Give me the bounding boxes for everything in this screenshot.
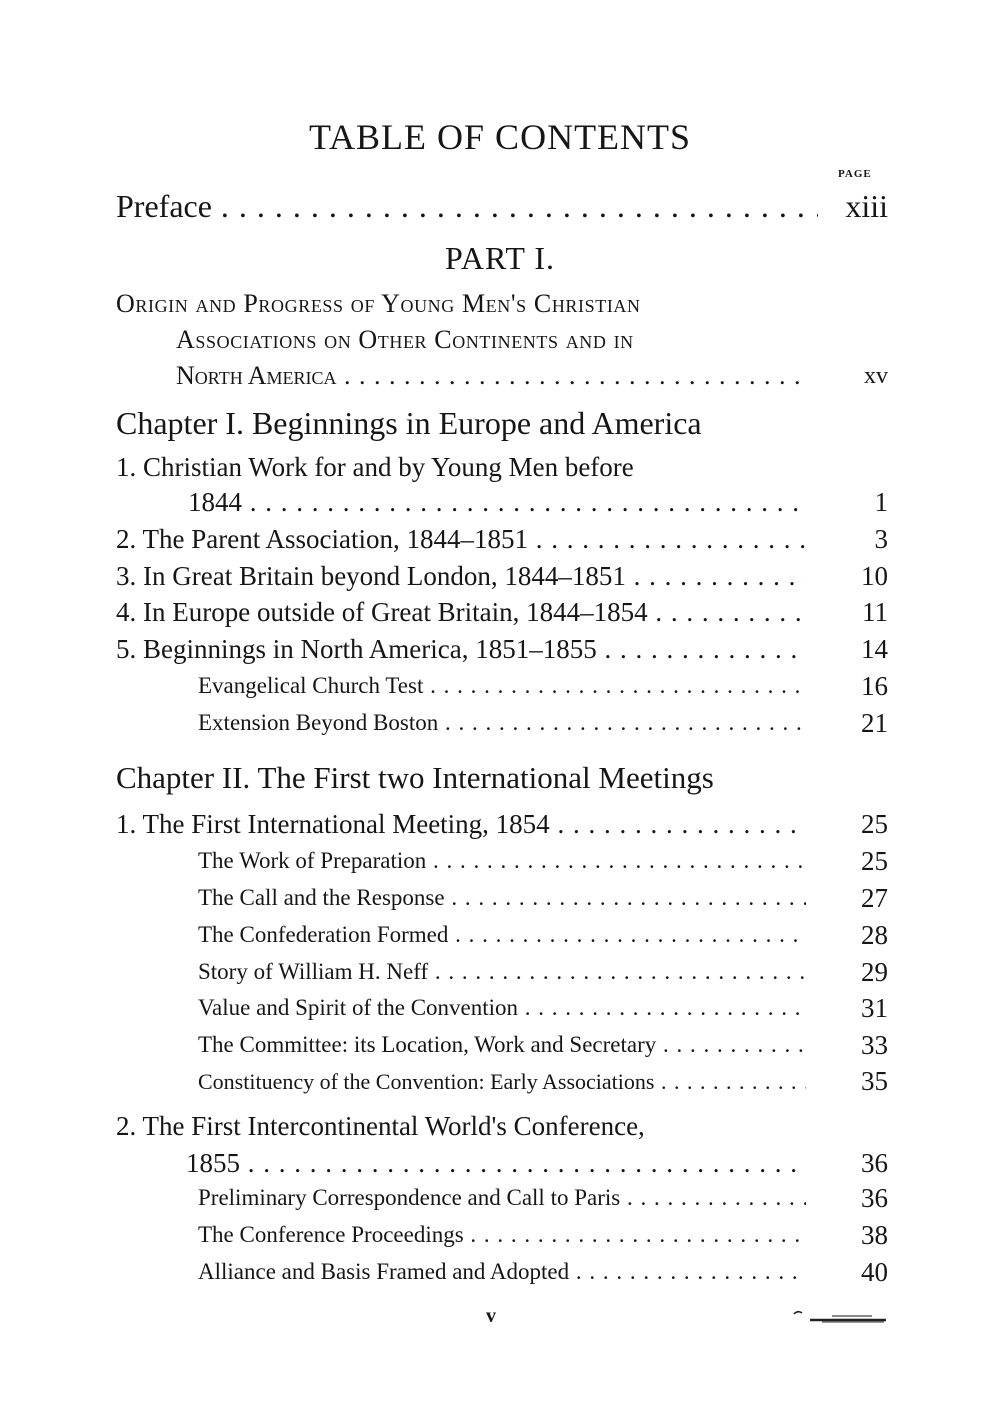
entry-page: xiii [845, 188, 888, 224]
chapter-2-heading: Chapter II. The First two International Meetings [116, 760, 714, 795]
ink-smudge-mark [792, 1308, 888, 1324]
page-title: TABLE OF CONTENTS [308, 117, 692, 157]
toc-entry-1-1-line-1: 1. Christian Work for and by Young Men before [116, 452, 634, 482]
entry-page: 40 [861, 1257, 888, 1287]
toc-entry-2-1-c [198, 922, 888, 962]
entry-label: The Work of Preparation [198, 848, 427, 873]
entry-label: 1844 [188, 487, 242, 517]
entry-page: 21 [861, 708, 888, 738]
toc-entry-2-2-b [198, 1222, 888, 1262]
entry-label: 1855 [186, 1148, 240, 1178]
toc-entry-2-2-line-1: 2. The First Intercontinental World's Conference, [116, 1111, 645, 1141]
toc-entry-2-1-f [198, 1032, 888, 1072]
entry-page: 11 [862, 597, 888, 627]
entry-label: North America [176, 361, 337, 390]
toc-entry-2-2 [186, 1148, 888, 1188]
entry-page: 35 [861, 1066, 888, 1096]
entry-label: The Call and the Response [198, 885, 445, 910]
entry-label: 2. The Parent Association, 1844–1851 [116, 524, 528, 554]
entry-page: 27 [861, 883, 888, 913]
toc-entry-2-2-c [198, 1259, 888, 1299]
entry-page: 25 [861, 809, 888, 839]
entry-page: 16 [861, 671, 888, 701]
entry-label: The Conference Proceedings [198, 1222, 464, 1247]
toc-entry-1-5-b [198, 710, 888, 750]
entry-page: 10 [861, 561, 888, 591]
toc-entry-2-1 [116, 809, 888, 849]
entry-label: 4. In Europe outside of Great Britain, 1844–1854 [116, 597, 648, 627]
entry-page: 31 [861, 993, 888, 1023]
toc-entry-2-1-e [198, 995, 888, 1035]
part-title-line-3 [176, 361, 888, 401]
part-heading: PART I. [444, 240, 555, 276]
toc-entry-preface [116, 188, 888, 228]
chapter-1-heading: Chapter I. Beginnings in Europe and America [116, 405, 702, 441]
entry-page: 38 [861, 1220, 888, 1250]
entry-page: 33 [861, 1030, 888, 1060]
toc-entry-2-1-g [198, 1066, 888, 1109]
entry-label: Constituency of the Convention: Early Associations [198, 1069, 655, 1094]
entry-page: 1 [874, 487, 888, 517]
toc-entry-2-1-d [198, 959, 888, 999]
entry-label: Preface [116, 188, 212, 224]
entry-label: Story of William H. Neff [198, 959, 429, 984]
entry-page: 28 [861, 920, 888, 950]
page-number: v [486, 1305, 496, 1327]
entry-label: 1. The First International Meeting, 1854 [116, 809, 550, 839]
entry-label: Extension Beyond Boston [198, 710, 439, 735]
toc-entry-1-5 [116, 634, 888, 674]
part-title-line-2: Associations on Other Continents and in [176, 325, 634, 354]
toc-entry-1-1 [188, 487, 888, 527]
entry-page: 25 [861, 846, 888, 876]
entry-label: Preliminary Correspondence and Call to Paris [198, 1185, 621, 1210]
entry-page: 14 [861, 634, 888, 664]
toc-entry-1-5-a [198, 673, 888, 713]
entry-page: 3 [874, 524, 888, 554]
entry-page: xv [864, 363, 888, 389]
entry-label: Evangelical Church Test [198, 673, 424, 698]
entry-page: 36 [861, 1183, 888, 1213]
part-title-line-1: Origin and Progress of Young Men's Christian [116, 289, 641, 318]
entry-page: 36 [861, 1148, 888, 1178]
page-column-header: PAGE [838, 168, 872, 180]
entry-label: 3. In Great Britain beyond London, 1844–1851 [116, 561, 626, 591]
entry-label: Alliance and Basis Framed and Adopted [198, 1259, 570, 1284]
entry-label: Value and Spirit of the Convention [198, 995, 519, 1020]
entry-page: 29 [861, 957, 888, 987]
entry-label: The Committee: its Location, Work and Secretary [198, 1032, 657, 1057]
entry-label: The Confederation Formed [198, 922, 449, 947]
toc-entry-1-4 [116, 597, 888, 637]
toc-entry-2-2-a [198, 1185, 888, 1225]
toc-entry-1-2 [116, 524, 888, 564]
entry-label: 5. Beginnings in North America, 1851–1855 [116, 634, 597, 664]
toc-entry-2-1-b [198, 885, 888, 925]
toc-entry-1-3 [116, 561, 888, 601]
toc-entry-2-1-a [198, 848, 888, 888]
